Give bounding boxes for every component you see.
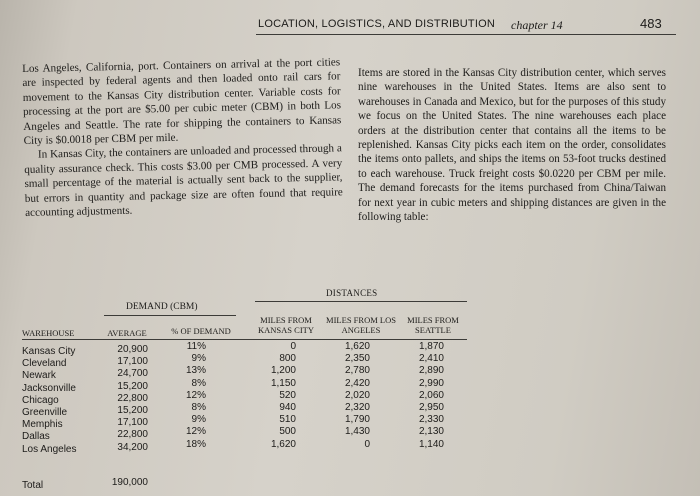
total-label: Total bbox=[22, 480, 44, 491]
cell-pct-demand: 11% bbox=[186, 341, 206, 352]
left-text-column bbox=[22, 55, 343, 220]
seattle-distance-column bbox=[408, 341, 444, 451]
chapter-title: LOCATION, LOGISTICS, AND DISTRIBUTION bbox=[258, 18, 496, 30]
header-rule bbox=[256, 34, 676, 35]
chapter-label: chapter 14 bbox=[511, 18, 563, 32]
col-header-average: AVERAGE bbox=[107, 328, 147, 338]
cell-average: 17,100 bbox=[117, 356, 148, 368]
col-header-pct-demand: % OF DEMAND bbox=[171, 326, 231, 336]
cell-miles-seattle: 2,410 bbox=[418, 353, 444, 365]
cell-warehouse: Dallas bbox=[22, 431, 50, 443]
cell-miles-la: 2,420 bbox=[344, 377, 370, 389]
cell-warehouse: Jacksonville bbox=[22, 382, 76, 394]
cell-warehouse: Kansas City bbox=[22, 346, 76, 357]
cell-pct-demand: 12% bbox=[185, 426, 206, 438]
average-column bbox=[100, 344, 148, 454]
cell-warehouse: Cleveland bbox=[22, 358, 67, 370]
cell-average: 22,800 bbox=[117, 392, 148, 404]
cell-average: 34,200 bbox=[117, 441, 148, 453]
cell-miles-seattle: 2,890 bbox=[418, 365, 444, 377]
cell-pct-demand: 12% bbox=[185, 389, 206, 401]
cell-average: 15,200 bbox=[117, 380, 148, 392]
running-header bbox=[0, 14, 700, 36]
cell-pct-demand: 18% bbox=[185, 438, 206, 450]
col-header-la: MILES FROM LOS ANGELES bbox=[326, 315, 396, 335]
cell-warehouse: Greenville bbox=[22, 407, 68, 419]
cell-average: 15,200 bbox=[117, 405, 148, 417]
cell-miles-seattle: 2,990 bbox=[418, 377, 444, 389]
page-number: 483 bbox=[640, 16, 662, 31]
col-header-kc: MILES FROM KANSAS CITY bbox=[258, 315, 314, 335]
cell-average: 20,900 bbox=[117, 344, 148, 355]
table-header-rule bbox=[22, 339, 467, 340]
cell-warehouse: Chicago bbox=[22, 394, 59, 406]
cell-average: 17,100 bbox=[117, 417, 148, 429]
cell-warehouse: Newark bbox=[22, 370, 56, 382]
cell-miles-la: 2,020 bbox=[344, 389, 370, 401]
kc-distance-column bbox=[262, 341, 296, 451]
demand-group-rule bbox=[104, 315, 236, 316]
cell-miles-la: 1,430 bbox=[344, 426, 370, 438]
cell-miles-kc: 1,620 bbox=[270, 438, 296, 450]
cell-pct-demand: 9% bbox=[191, 414, 206, 426]
demand-group-header: DEMAND (CBM) bbox=[126, 302, 198, 312]
cell-miles-kc: 500 bbox=[279, 426, 296, 438]
cell-miles-la: 1,790 bbox=[344, 414, 370, 426]
cell-miles-kc: 940 bbox=[279, 402, 296, 414]
distances-group-header: DISTANCES bbox=[326, 288, 378, 298]
left-paragraph-2: In Kansas City, the containers are unloaded and processed through a quality assurance check. This costs $3.00 per CMB processed. A very small percentage of the material is actually sent back to the supplier, but errors in quantity and package size are often found that require accounting adjustments. bbox=[24, 142, 343, 220]
distances-group-rule bbox=[255, 301, 467, 302]
cell-miles-la: 1,620 bbox=[344, 341, 370, 352]
right-paragraph: Items are stored in the Kansas City distribution center, which serves nine warehouses in the United States. Items are also sent to warehouses in Canada and Mexico, but for the purposes of this study we focus on the United States. The nine warehouses each place orders at the distribution center that contains all the items to be replenished. Kansas City picks each item on the order, consolidates the items onto pallets, and ships the items on 53-foot trucks destined to each warehouse. Truck freight costs $0.0220 per CBM per mile. The demand forecasts for the items purchased from China/Taiwan for next year in cubic meters and shipping distances are given in the following table: bbox=[358, 67, 666, 224]
cell-miles-kc: 520 bbox=[279, 389, 296, 401]
cell-miles-la: 2,350 bbox=[344, 353, 370, 365]
cell-miles-seattle: 2,060 bbox=[418, 389, 444, 401]
cell-miles-la: 2,780 bbox=[344, 365, 370, 377]
cell-miles-kc: 0 bbox=[290, 341, 296, 352]
col-header-warehouse: WAREHOUSE bbox=[22, 328, 75, 338]
cell-pct-demand: 9% bbox=[191, 353, 206, 365]
warehouse-column bbox=[22, 346, 77, 456]
pct-demand-column bbox=[178, 341, 206, 451]
cell-miles-la: 0 bbox=[364, 438, 370, 450]
cell-miles-kc: 1,200 bbox=[270, 365, 296, 377]
cell-pct-demand: 8% bbox=[191, 402, 206, 414]
cell-miles-seattle: 1,140 bbox=[418, 438, 444, 450]
cell-pct-demand: 13% bbox=[185, 365, 206, 377]
total-value: 190,000 bbox=[111, 477, 148, 488]
col-header-seattle: MILES FROM SEATTLE bbox=[407, 315, 459, 335]
cell-miles-seattle: 2,130 bbox=[418, 426, 444, 438]
cell-miles-la: 2,320 bbox=[344, 402, 370, 414]
cell-miles-seattle: 1,870 bbox=[418, 341, 444, 352]
right-text-column bbox=[358, 66, 666, 224]
cell-average: 24,700 bbox=[117, 368, 148, 380]
cell-warehouse: Los Angeles bbox=[22, 443, 77, 455]
cell-warehouse: Memphis bbox=[22, 419, 63, 431]
la-distance-column bbox=[334, 341, 370, 451]
cell-miles-kc: 510 bbox=[279, 414, 296, 426]
cell-miles-kc: 1,150 bbox=[270, 377, 296, 389]
cell-miles-seattle: 2,950 bbox=[418, 402, 444, 414]
cell-pct-demand: 8% bbox=[191, 377, 206, 389]
cell-average: 22,800 bbox=[117, 429, 148, 441]
left-paragraph-1: Los Angeles, California, port. Containers on arrival at the port cities are inspected by federal agents and then loaded onto rail cars for movement to the Kansas City distribution center. Variable costs for processing at the port are $5.00 per cubic meter (CBM) in both Los Angeles and Seattle. The rate for shipping the containers to Kansas City is $0.0018 per CBM per mile. bbox=[22, 56, 342, 148]
cell-miles-seattle: 2,330 bbox=[418, 414, 444, 426]
cell-miles-kc: 800 bbox=[279, 353, 296, 365]
